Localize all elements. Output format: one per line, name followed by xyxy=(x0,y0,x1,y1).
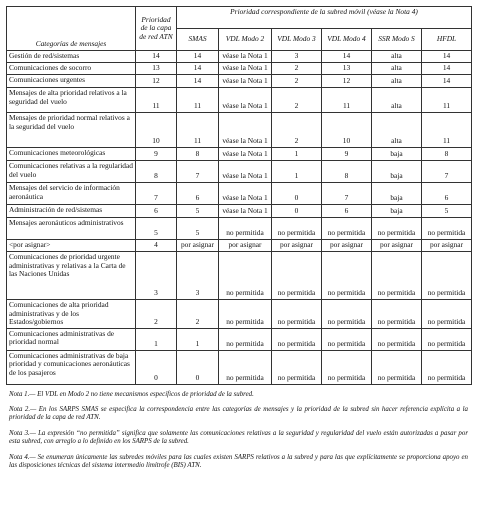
row-category: Mensajes de prioridad normal relativos a la seguridad del vuelo xyxy=(7,113,136,148)
row-value: 7 xyxy=(322,183,372,205)
row-value: alta xyxy=(372,113,422,148)
note-4 xyxy=(6,454,471,471)
table-row xyxy=(7,252,472,300)
row-value: 12 xyxy=(322,75,372,88)
row-value: 6 xyxy=(422,183,472,205)
row-value: no permitida xyxy=(272,350,322,384)
table-row xyxy=(7,350,472,384)
row-value: 3 xyxy=(136,252,177,300)
table-row xyxy=(7,51,472,63)
row-value: no permitida xyxy=(322,328,372,350)
row-value: no permitida xyxy=(322,218,372,240)
document-page xyxy=(6,6,471,478)
table-row xyxy=(7,88,472,113)
header-atn-priority: Prioridad de la capa de red ATN xyxy=(136,7,177,51)
row-value: 14 xyxy=(136,51,177,63)
row-value: no permitida xyxy=(322,300,372,329)
row-value: no permitida xyxy=(219,218,272,240)
row-value: alta xyxy=(372,75,422,88)
row-value: por asignar xyxy=(322,240,372,252)
row-value: no permitida xyxy=(372,300,422,329)
row-category: Administración de red/sistemas xyxy=(7,205,136,218)
row-value: 11 xyxy=(422,88,472,113)
row-value: alta xyxy=(372,88,422,113)
row-value: véase la Nota 1 xyxy=(219,183,272,205)
row-value: 2 xyxy=(136,300,177,329)
row-value: 5 xyxy=(177,218,219,240)
note-text: En los SARPS SMAS se especifica la correspondencia entre las categorías de mensajes y la prioridad de la subred sin hacer referencia explícita a la prioridad de la capa de red ATN. xyxy=(9,405,468,422)
row-value: no permitida xyxy=(322,350,372,384)
row-value: 7 xyxy=(136,183,177,205)
row-value: 3 xyxy=(177,252,219,300)
row-value: véase la Nota 1 xyxy=(219,205,272,218)
row-value: por asignar xyxy=(372,240,422,252)
row-value: no permitida xyxy=(272,300,322,329)
row-value: no permitida xyxy=(372,218,422,240)
table-row xyxy=(7,75,472,88)
row-value: 0 xyxy=(177,350,219,384)
row-value: 7 xyxy=(177,161,219,183)
priority-mapping-table xyxy=(6,6,472,385)
row-value: 1 xyxy=(272,161,322,183)
row-value: véase la Nota 1 xyxy=(219,63,272,75)
row-value: véase la Nota 1 xyxy=(219,113,272,148)
row-category: Comunicaciones de alta prioridad administrativas y de los Estados/gobiernos xyxy=(7,300,136,329)
row-value: 14 xyxy=(177,75,219,88)
row-category: Comunicaciones de prioridad urgente administrativas y relativas a la Carta de las Naciones Unidas xyxy=(7,252,136,300)
row-category: Comunicaciones meteorológicas xyxy=(7,148,136,161)
row-value: 13 xyxy=(322,63,372,75)
header-vdl-mode4: VDL Modo 4 xyxy=(322,29,372,51)
row-value: 9 xyxy=(322,148,372,161)
row-value: 2 xyxy=(272,63,322,75)
row-value: no permitida xyxy=(372,328,422,350)
row-value: 7 xyxy=(422,161,472,183)
row-value: 11 xyxy=(177,113,219,148)
row-category: Gestión de red/sistemas xyxy=(7,51,136,63)
header-vdl-mode3: VDL Modo 3 xyxy=(272,29,322,51)
row-value: baja xyxy=(372,183,422,205)
row-category: Mensajes del servicio de información aeronáutica xyxy=(7,183,136,205)
row-value: véase la Nota 1 xyxy=(219,51,272,63)
row-value: 1 xyxy=(272,148,322,161)
row-value: 4 xyxy=(136,240,177,252)
row-value: 14 xyxy=(322,51,372,63)
row-value: 11 xyxy=(322,88,372,113)
note-label: Nota 2.— xyxy=(9,405,37,413)
note-text: La expresión “no permitida” significa que solamente las comunicaciones relativas a la seguridad y regularidad del vuelo están autorizadas a pasar por esta subred, con arreglo a lo definido en los SARPS de la subred. xyxy=(9,429,468,446)
note-label: Nota 3.— xyxy=(9,429,36,437)
row-value: no permitida xyxy=(219,350,272,384)
row-value: 2 xyxy=(272,113,322,148)
row-value: por asignar xyxy=(219,240,272,252)
row-value: 14 xyxy=(422,75,472,88)
row-value: 1 xyxy=(136,328,177,350)
row-value: 14 xyxy=(422,63,472,75)
row-category: Comunicaciones administrativas de baja prioridad y comunicaciones aeronáuticas de los pasajeros xyxy=(7,350,136,384)
row-value: 0 xyxy=(136,350,177,384)
table-row xyxy=(7,148,472,161)
row-value: alta xyxy=(372,51,422,63)
row-value: baja xyxy=(372,161,422,183)
table-row xyxy=(7,183,472,205)
row-value: véase la Nota 1 xyxy=(219,88,272,113)
row-value: 9 xyxy=(136,148,177,161)
row-value: 2 xyxy=(177,300,219,329)
row-value: 2 xyxy=(272,75,322,88)
row-value: 8 xyxy=(422,148,472,161)
header-vdl-mode2: VDL Modo 2 xyxy=(219,29,272,51)
row-value: 14 xyxy=(422,51,472,63)
row-value: 6 xyxy=(322,205,372,218)
row-value: 10 xyxy=(136,113,177,148)
note-text: El VDL en Modo 2 no tiene mecanismos específicos de prioridad de la subred. xyxy=(37,390,254,398)
row-category: Comunicaciones administrativas de prioridad normal xyxy=(7,328,136,350)
row-value: 3 xyxy=(272,51,322,63)
row-value: no permitida xyxy=(272,218,322,240)
row-value: por asignar xyxy=(272,240,322,252)
table-row xyxy=(7,161,472,183)
row-value: no permitida xyxy=(422,252,472,300)
row-value: 8 xyxy=(177,148,219,161)
row-value: no permitida xyxy=(322,252,372,300)
header-hfdl: HFDL xyxy=(422,29,472,51)
table-row xyxy=(7,328,472,350)
row-value: no permitida xyxy=(372,252,422,300)
note-3 xyxy=(6,430,471,447)
row-value: alta xyxy=(372,63,422,75)
table-row xyxy=(7,218,472,240)
row-value: 8 xyxy=(136,161,177,183)
notes-section xyxy=(6,391,471,471)
header-ssr-mode-s: SSR Modo S xyxy=(372,29,422,51)
row-value: 6 xyxy=(136,205,177,218)
row-value: 1 xyxy=(177,328,219,350)
row-value: por asignar xyxy=(177,240,219,252)
row-value: no permitida xyxy=(219,328,272,350)
row-category: Comunicaciones de socorro xyxy=(7,63,136,75)
row-value: 11 xyxy=(177,88,219,113)
table-body xyxy=(7,51,472,385)
table-row xyxy=(7,113,472,148)
row-value: 0 xyxy=(272,183,322,205)
row-value: 12 xyxy=(136,75,177,88)
row-value: 2 xyxy=(272,88,322,113)
table-row xyxy=(7,205,472,218)
row-category: Comunicaciones urgentes xyxy=(7,75,136,88)
row-value: no permitida xyxy=(422,218,472,240)
table-row xyxy=(7,300,472,329)
row-value: baja xyxy=(372,148,422,161)
row-value: 11 xyxy=(422,113,472,148)
row-value: no permitida xyxy=(219,252,272,300)
note-label: Nota 4.— xyxy=(9,453,36,461)
row-value: 14 xyxy=(177,51,219,63)
row-value: véase la Nota 1 xyxy=(219,148,272,161)
row-category: Mensajes de alta prioridad relativos a la seguridad del vuelo xyxy=(7,88,136,113)
row-value: véase la Nota 1 xyxy=(219,161,272,183)
note-text: Se enumeran únicamente las subredes móviles para las cuales existen SARPS relativos a la subred y para las que explícitamente se proporciona apoyo en las disposiciones técnicas del sistema intermedio limítrofe (BIS) ATN. xyxy=(9,453,468,470)
row-value: 5 xyxy=(422,205,472,218)
row-value: no permitida xyxy=(272,328,322,350)
row-value: no permitida xyxy=(422,350,472,384)
row-value: no permitida xyxy=(372,350,422,384)
row-value: 14 xyxy=(177,63,219,75)
row-value: no permitida xyxy=(219,300,272,329)
note-1 xyxy=(6,391,471,399)
row-value: 6 xyxy=(177,183,219,205)
table-row xyxy=(7,63,472,75)
row-value: por asignar xyxy=(422,240,472,252)
row-value: véase la Nota 1 xyxy=(219,75,272,88)
row-value: no permitida xyxy=(272,252,322,300)
row-value: 5 xyxy=(177,205,219,218)
row-category: Comunicaciones relativas a la regularidad del vuelo xyxy=(7,161,136,183)
row-value: no permitida xyxy=(422,328,472,350)
row-value: no permitida xyxy=(422,300,472,329)
row-category: Mensajes aeronáuticos administrativos xyxy=(7,218,136,240)
row-value: 11 xyxy=(136,88,177,113)
header-subnet-group: Prioridad correspondiente de la subred móvil (véase la Nota 4) xyxy=(177,7,472,29)
row-value: 5 xyxy=(136,218,177,240)
header-smas: SMAS xyxy=(177,29,219,51)
row-value: 13 xyxy=(136,63,177,75)
header-categories: Categorías de mensajes xyxy=(7,7,136,51)
row-value: 8 xyxy=(322,161,372,183)
note-2 xyxy=(6,406,471,423)
note-label: Nota 1.— xyxy=(9,390,36,398)
row-value: 10 xyxy=(322,113,372,148)
table-row xyxy=(7,240,472,252)
row-value: baja xyxy=(372,205,422,218)
row-value: 0 xyxy=(272,205,322,218)
row-category: <por asignar> xyxy=(7,240,136,252)
